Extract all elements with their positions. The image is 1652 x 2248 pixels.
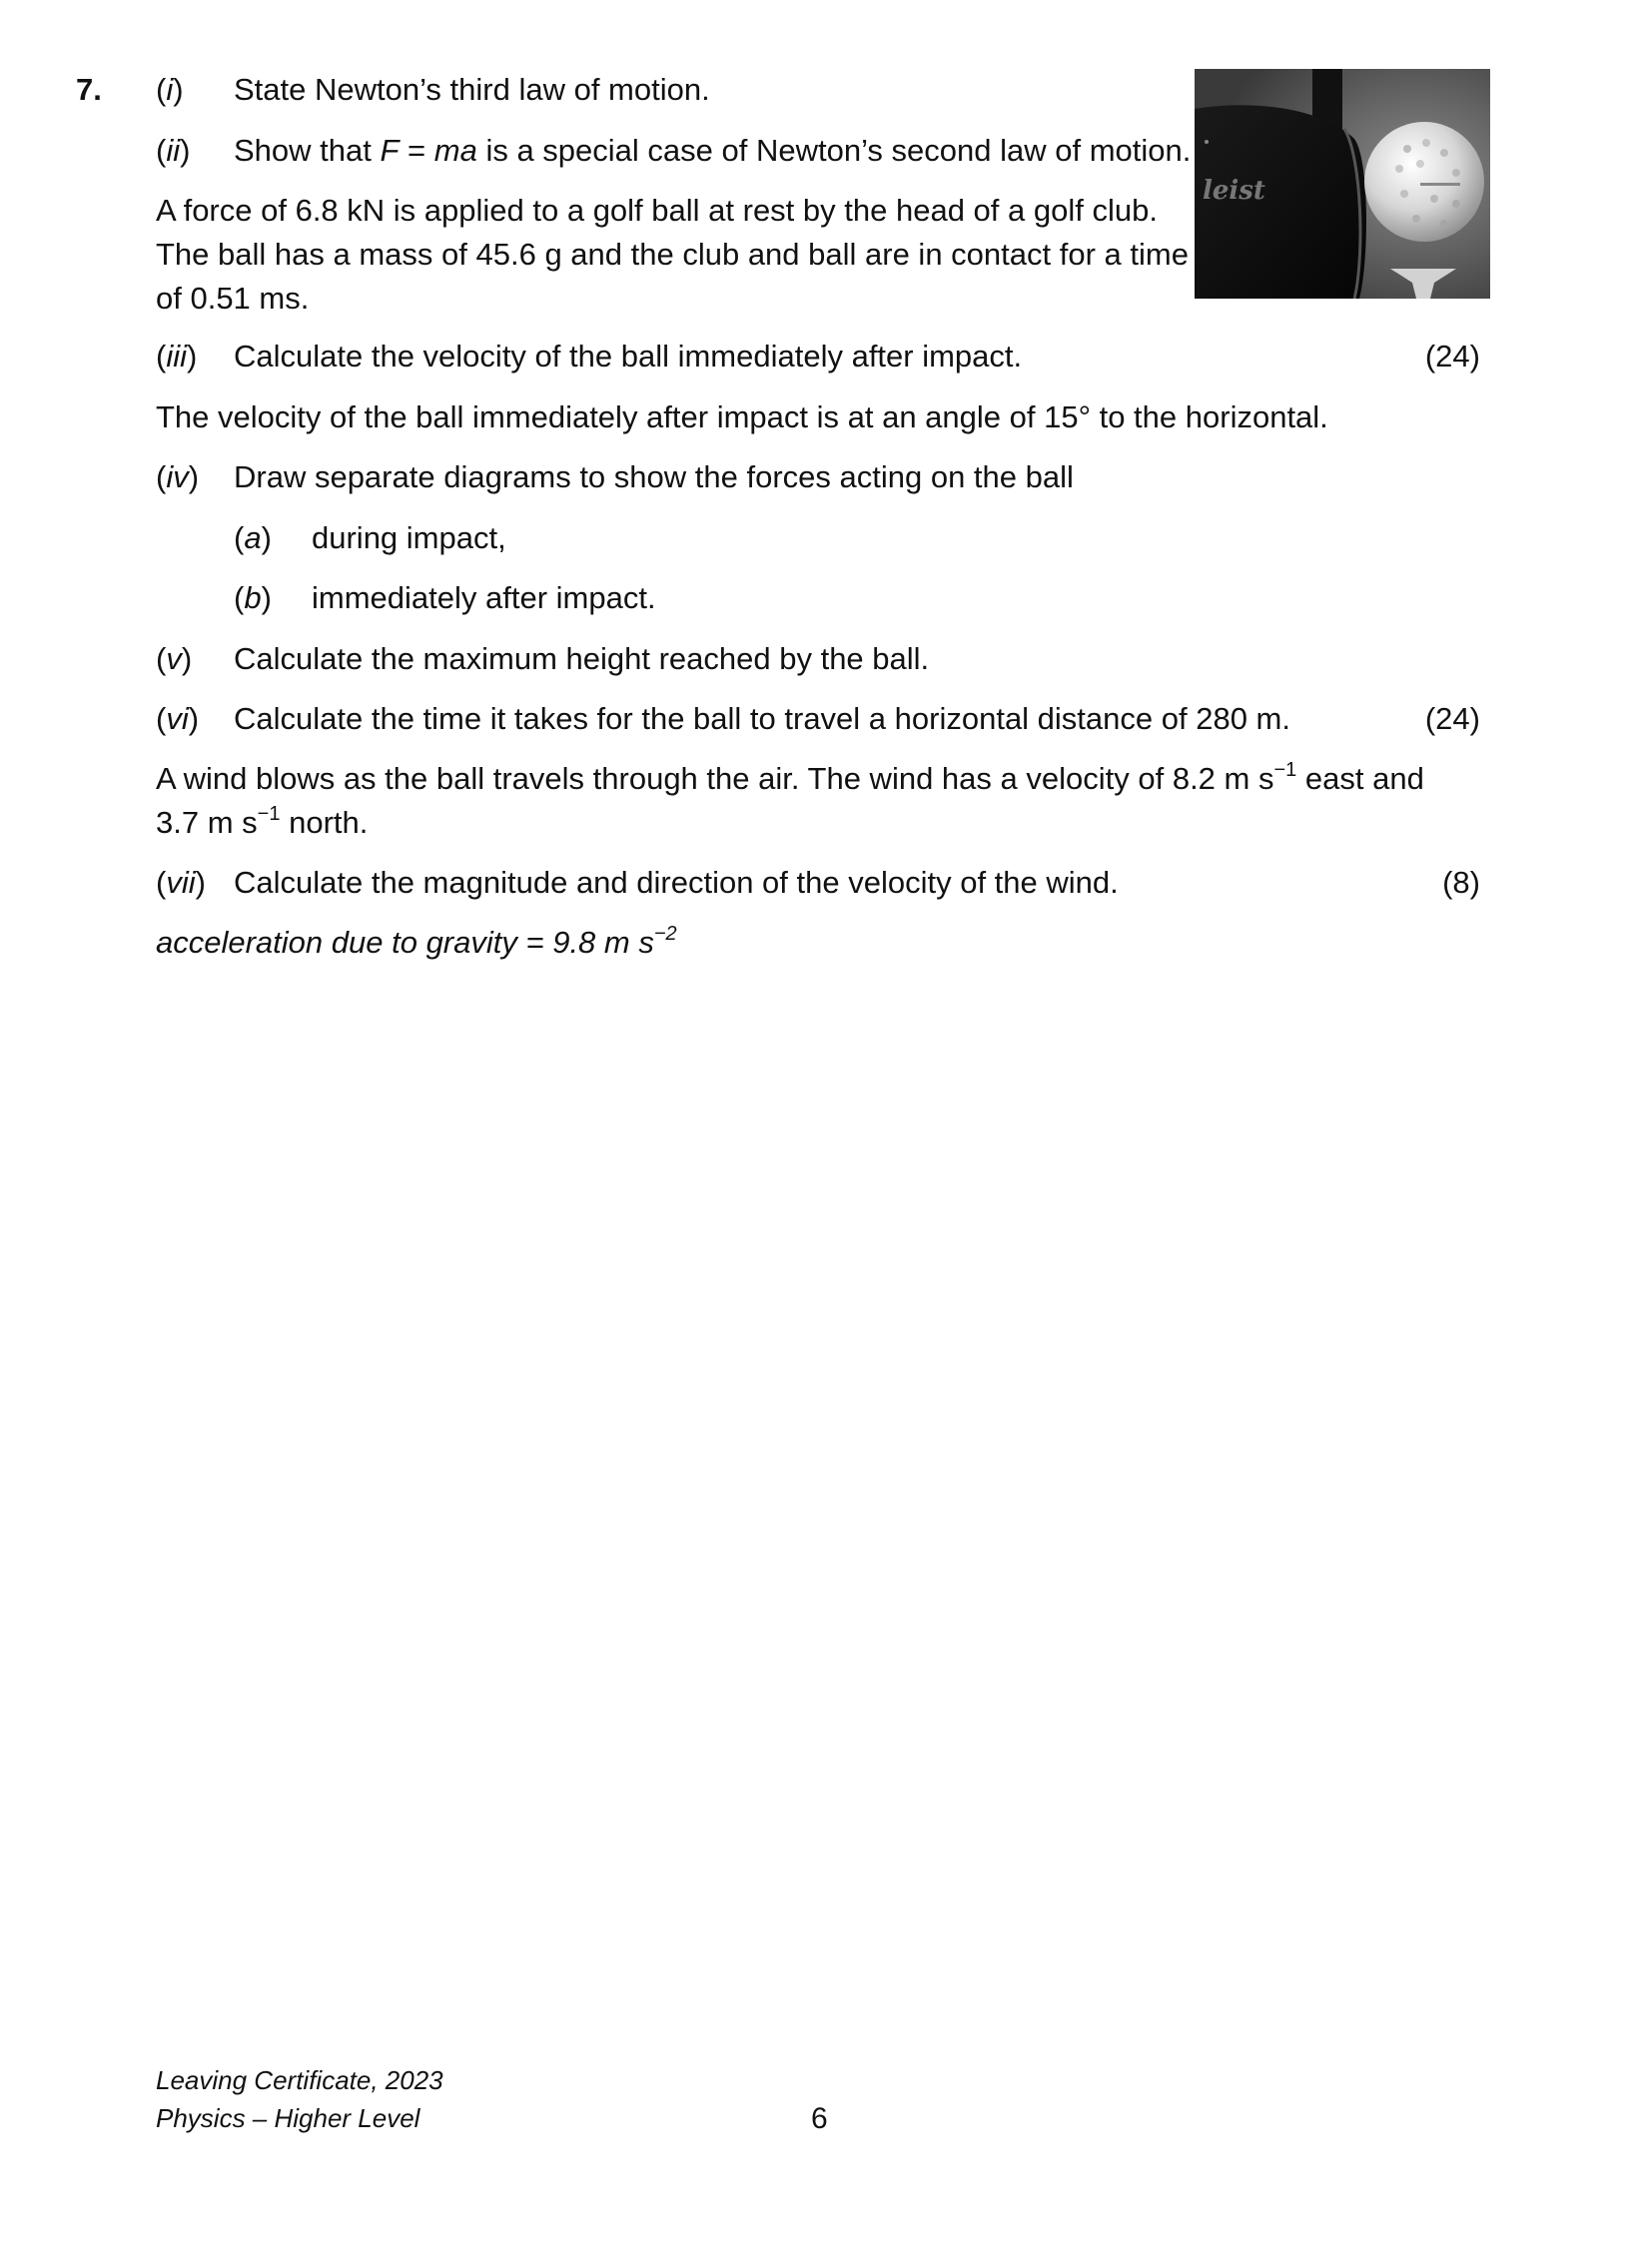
marks-8: (8) [1442,865,1480,900]
wind-line-2: 3.7 m $s^{-1}$ north. [156,802,369,840]
part-iv-a-text: during impact, [312,520,506,555]
intro-force-line-1: A force of 6.8 kN is applied to a golf ball at rest by the head of a golf club. [156,193,1158,228]
marks-24-first: (24) [1424,339,1480,374]
part-ii-label: (ii) [156,133,191,168]
part-vii-text: Calculate the magnitude and direction of the velocity of the wind. [234,865,1119,900]
angle-text: The velocity of the ball immediately after impact is at an angle of 15° to the horizontal. [156,399,1328,434]
part-iii-text: Calculate the velocity of the ball immediately after impact. [234,339,1023,374]
golf-photo-illustration [1195,69,1490,299]
part-iv-a-label: (a) [234,520,272,555]
club-brand-text: leist [1203,176,1265,206]
part-iii-label: (iii) [156,339,198,374]
part-ii-text: Show that F = ma is a special case of Newton’s second law of motion. [234,133,1192,168]
marks-24-second: (24) [1424,701,1480,736]
footer-exam-title: Leaving Certificate, 2023 [156,2065,443,2095]
part-v-text: Calculate the maximum height reached by the ball. [234,641,930,676]
part-iv-b-text: immediately after impact. [312,580,656,615]
golf-club-ball-photo [1195,69,1490,299]
part-vi-text: Calculate the time it takes for the ball to travel a horizontal distance of 280 m. [234,701,1290,736]
part-vi-label: (vi) [156,701,200,736]
intro-force-line-3: of 0.51 ms. [156,281,310,316]
part-iv-label: (iv) [156,459,200,494]
part-v-label: (v) [156,641,193,676]
footer-subject: Physics – Higher Level [156,2103,420,2133]
part-iv-text: Draw separate diagrams to show the forces acting on the ball [234,459,1074,494]
part-vii-label: (vii) [156,865,206,900]
wind-line-1: A wind blows as the ball travels through the air. The wind has a velocity of 8.2 m $s^{-1}$ east and [156,758,1424,796]
part-i-label: (i) [156,72,184,107]
intro-force-line-2: The ball has a mass of 45.6 g and the club and ball are in contact for a time [156,237,1189,272]
part-i-text: State Newton’s third law of motion. [234,72,710,107]
question-number: 7. [76,72,102,107]
gravity-note: acceleration due to gravity = 9.8 m $s^{-2}$ [156,922,677,960]
page-number: 6 [811,2102,828,2135]
part-iv-b-label: (b) [234,580,272,615]
